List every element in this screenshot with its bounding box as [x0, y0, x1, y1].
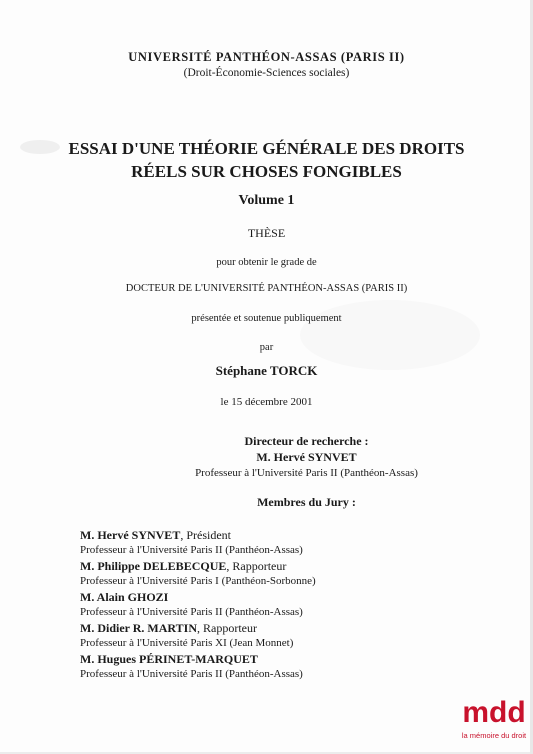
jury-member-role: , Président	[180, 528, 231, 542]
mdd-logo-caption: la mémoire du droit	[461, 731, 527, 740]
scan-smudge	[300, 300, 480, 370]
jury-member	[80, 620, 480, 651]
jury-member	[80, 558, 480, 589]
faculty-name: (Droit-Économie-Sciences sociales)	[183, 67, 350, 79]
jury-member	[80, 527, 480, 558]
thesis-title	[0, 137, 533, 183]
degree-text: DOCTEUR DE L'UNIVERSITÉ PANTHÉON-ASSAS (PARIS II)	[125, 283, 408, 294]
jury-member-role: , Rapporteur	[197, 621, 257, 635]
jury-member-name: M. Hugues PÉRINET-MARQUET	[80, 652, 258, 666]
director-name: M. Hervé SYNVET	[256, 450, 357, 464]
jury-member-affiliation: Professeur à l'Université Paris II (Panthéon-Assas)	[80, 606, 303, 618]
obtain-text: pour obtenir le grade de	[216, 257, 317, 268]
director-label: Directeur de recherche :	[244, 434, 369, 448]
jury-member-name: M. Didier R. MARTIN	[80, 621, 198, 635]
jury-label: Membres du Jury :	[257, 495, 356, 509]
thesis-title-line-1: ESSAI D'UNE THÉORIE GÉNÉRALE DES DROITS	[68, 139, 465, 158]
jury-member-affiliation: Professeur à l'Université Paris XI (Jean Monnet)	[80, 637, 294, 649]
thesis-title-line-2: RÉELS SUR CHOSES FONGIBLES	[131, 162, 402, 181]
document-type: THÈSE	[247, 226, 286, 240]
director-affiliation: Professeur à l'Université Paris II (Panthéon-Assas)	[195, 467, 418, 479]
jury-member-name: M. Alain GHOZI	[80, 590, 169, 604]
mdd-logo-mark	[462, 690, 526, 730]
jury-member	[80, 589, 480, 620]
mdd-logo	[459, 690, 529, 750]
presented-text: présentée et soutenue publiquement	[191, 313, 342, 324]
jury-member-affiliation: Professeur à l'Université Paris II (Panthéon-Assas)	[80, 544, 303, 556]
jury-member-affiliation: Professeur à l'Université Paris I (Panthéon-Sorbonne)	[80, 575, 316, 587]
volume-label: Volume 1	[238, 193, 295, 208]
by-text: par	[259, 342, 274, 353]
jury-list	[80, 527, 480, 682]
jury-member-name: M. Hervé SYNVET	[80, 528, 181, 542]
university-name: UNIVERSITÉ PANTHÉON-ASSAS (PARIS II)	[128, 50, 405, 64]
jury-member-name: M. Philippe DELEBECQUE	[80, 559, 227, 573]
jury-member-affiliation: Professeur à l'Université Paris II (Panthéon-Assas)	[80, 668, 303, 680]
defense-date: le 15 décembre 2001	[220, 396, 313, 408]
author-name: Stéphane TORCK	[215, 363, 318, 378]
jury-member	[80, 651, 480, 682]
jury-member-role: , Rapporteur	[226, 559, 287, 573]
mdd-logo-text: mdd	[462, 696, 526, 729]
